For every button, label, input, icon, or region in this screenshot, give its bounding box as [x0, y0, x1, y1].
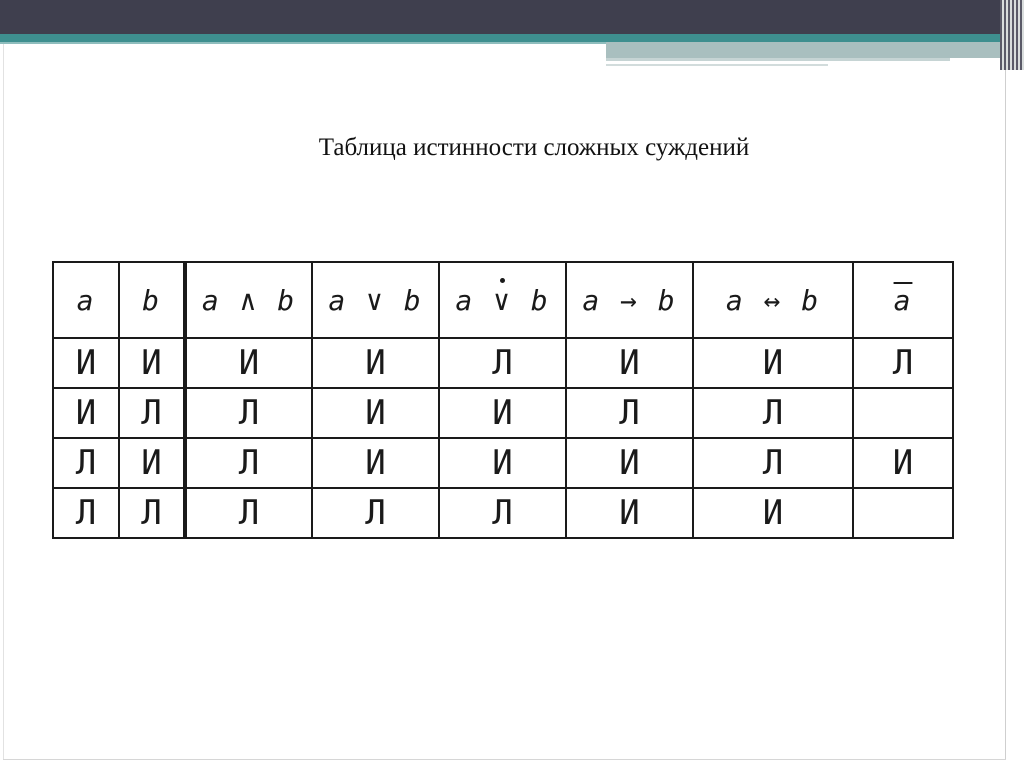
- truth-table: [52, 261, 954, 539]
- slide-header-bar: [0, 0, 1024, 34]
- cell-and: И: [185, 338, 312, 388]
- cell-impl: И: [566, 488, 693, 538]
- cell-b: И: [119, 438, 185, 488]
- slide-header-corner-stripes: [1000, 0, 1024, 70]
- cell-or: Л: [312, 488, 439, 538]
- header-negation-symbol: $\overline{a}$: [893, 283, 913, 317]
- table-row: [53, 338, 953, 388]
- header-disjunction: a ∨ b: [312, 262, 439, 338]
- cell-equiv: И: [693, 488, 853, 538]
- header-exclusive-or: [439, 262, 566, 338]
- slide-frame-bottom: [3, 759, 1006, 760]
- cell-xor: Л: [439, 338, 566, 388]
- cell-impl: И: [566, 438, 693, 488]
- cell-not-a: И: [853, 438, 953, 488]
- cell-equiv: И: [693, 338, 853, 388]
- cell-or: И: [312, 438, 439, 488]
- slide-header-gray-line: [606, 58, 950, 61]
- cell-equiv: Л: [693, 438, 853, 488]
- cell-xor: И: [439, 388, 566, 438]
- cell-and: Л: [185, 488, 312, 538]
- cell-or: И: [312, 388, 439, 438]
- slide-header-accent-stripe: [0, 34, 1000, 42]
- header-xor-left: a: [455, 283, 494, 317]
- cell-not-a: [853, 488, 953, 538]
- cell-a: И: [53, 338, 119, 388]
- xor-dot: [500, 278, 505, 283]
- cell-a: Л: [53, 438, 119, 488]
- cell-xor: И: [439, 438, 566, 488]
- slide-header-gray-block: [606, 42, 1000, 58]
- table-row: [53, 388, 953, 438]
- table-row: [53, 488, 953, 538]
- cell-and: Л: [185, 438, 312, 488]
- cell-b: Л: [119, 388, 185, 438]
- cell-b: Л: [119, 488, 185, 538]
- cell-b: И: [119, 338, 185, 388]
- header-a: a: [53, 262, 119, 338]
- page-title: Таблица истинности сложных суждений: [318, 134, 750, 161]
- header-xor-operator: [493, 284, 512, 317]
- cell-not-a: Л: [853, 338, 953, 388]
- header-xor-right: b: [511, 283, 550, 317]
- header-conjunction: a ∧ b: [185, 262, 312, 338]
- cell-impl: И: [566, 338, 693, 388]
- cell-xor: Л: [439, 488, 566, 538]
- cell-a: Л: [53, 488, 119, 538]
- header-negation: [853, 262, 953, 338]
- cell-not-a: [853, 388, 953, 438]
- header-xor-symbol: ∨: [493, 283, 512, 317]
- header-implication: a → b: [566, 262, 693, 338]
- slide-frame-right: [1005, 70, 1006, 760]
- cell-a: И: [53, 388, 119, 438]
- slide-header-gray-line: [606, 64, 828, 66]
- slide-header-thin-stripe: [0, 42, 606, 44]
- cell-impl: Л: [566, 388, 693, 438]
- table-row: [53, 438, 953, 488]
- cell-or: И: [312, 338, 439, 388]
- header-equivalence: a ↔ b: [693, 262, 853, 338]
- cell-and: Л: [185, 388, 312, 438]
- cell-equiv: Л: [693, 388, 853, 438]
- header-row: [53, 262, 953, 338]
- header-b: b: [119, 262, 185, 338]
